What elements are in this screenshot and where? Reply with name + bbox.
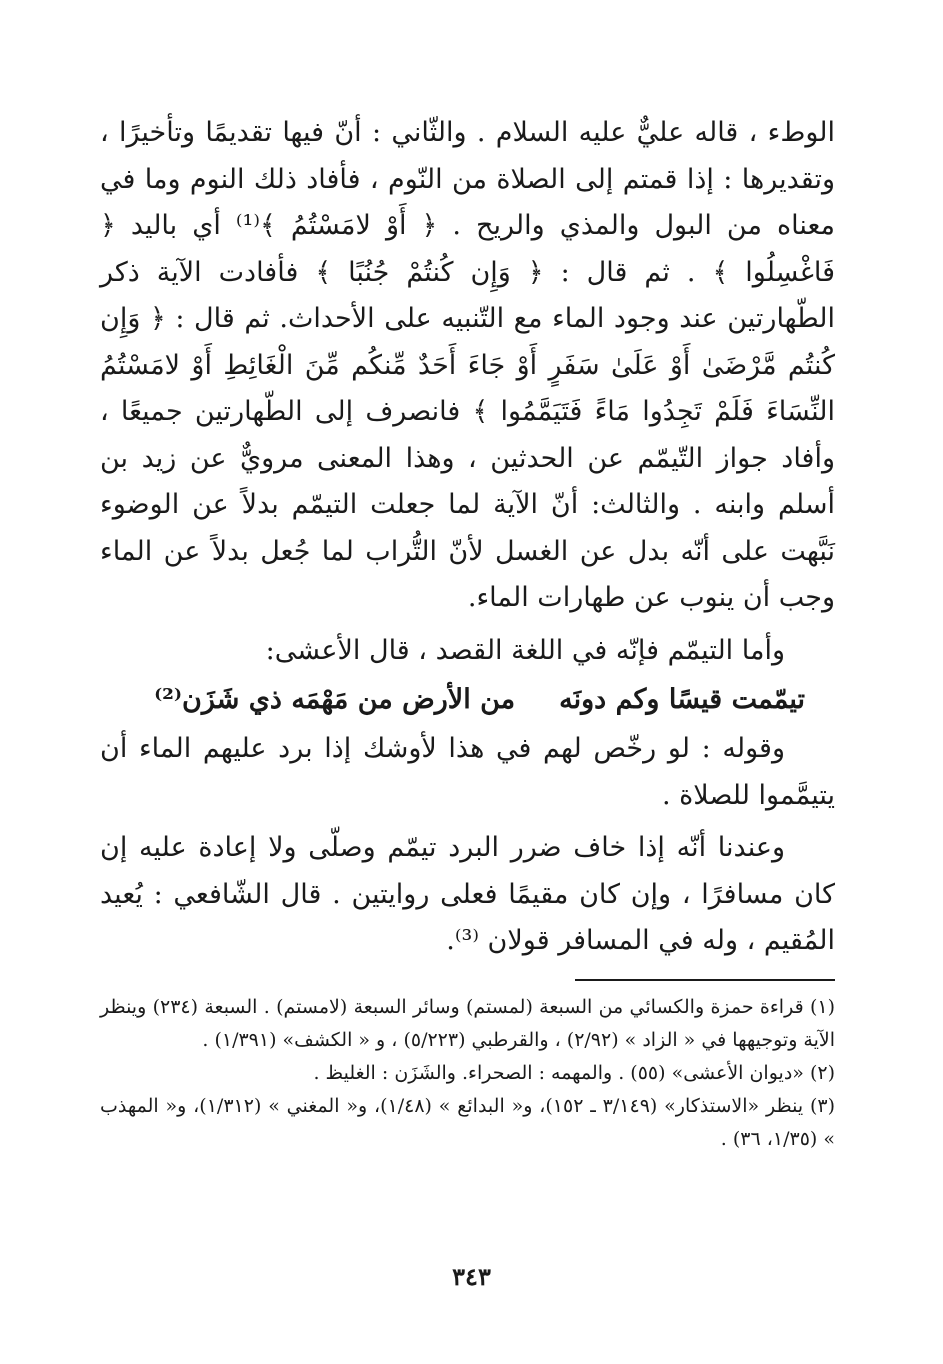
footnote-3: (٣) ينظر «الاستذكار» (٣/١٤٩ ـ ١٥٢)، و« البدائع » (١/٤٨)، و« المغني » (١/٣١٢)، و« المهذب » (١/٣٥، ٣٦) . — [100, 1094, 836, 1150]
paragraph-1: الوطء ، قاله عليٌّ عليه السلام . والثّاني : أنّ فيها تقديمًا وتأخيرًا ، وتقديرها : إذا قمتم إلى الصلاة من النّوم ، فأفاد ذلك النوم وما في معناه من البول والمذي والريح . ﴿ أَوْ لامَسْتُمُ ﴾⁽¹⁾ أي باليد ﴿ فَاغْسِلُوا ﴾ . ثم قال : ﴿ وَإِن كُنتُمْ جُنُبًا ﴾ فأفادت الآية ذكر الطّهارتين عند وجود الماء مع التّنبيه على الأحداث. ثم قال : ﴿ وَإِن كُنتُم مَّرْضَىٰ أَوْ عَلَىٰ سَفَرٍ أَوْ جَاءَ أَحَدٌ مِّنكُم مِّنَ الْغَائِطِ أَوْ لامَسْتُمُ النِّسَاءَ فَلَمْ تَجِدُوا مَاءً فَتَيَمَّمُوا ﴾ فانصرف إلى الطّهارتين جميعًا ، وأفاد جواز التّيمّم عن الحدثين ، وهذا المعنى مرويٌّ عن زيد بن أسلم وابنه . والثالث: أنّ الآية لما جعلت التيمّم بدلاً عن الوضوء نَبَّهت على أنّه بدل عن الغسل لأنّ التُّراب لما جُعل بدلاً عن الماء وجب أن ينوب عن طهارات الماء. — [100, 117, 835, 613]
main-text — [100, 110, 835, 965]
verse-first-hemistich: تيمّمت قيسًا وكم دونَه — [559, 684, 805, 715]
footnote-1: (١) قراءة حمزة والكسائي من السبعة (لمستم) وسائر السبعة (لامستم) . السبعة (٢٣٤) وينظر الآية وتوجيهها في « الزاد » (٢/٩٢) ، والقرطبي (٥/٢٢٣) ، و « الكشف» (١/٣٩١) . — [100, 995, 836, 1051]
paragraph-4: وعندنا أنّه إذا خاف ضرر البرد تيمّم وصلّى ولا إعادة عليه إن كان مسافرًا ، وإن كان مقيمًا فعلى روايتين . قال الشّافعي : يُعيد المُقيم ، وله في المسافر قولان ⁽³⁾. — [100, 832, 835, 956]
poetry-verse — [100, 674, 835, 726]
footnote-divider — [575, 979, 835, 981]
paragraph-2: وأما التيمّم فإنّه في اللغة القصد ، قال الأعشى: — [265, 634, 785, 666]
footnote-2: (٢) «ديوان الأعشى» (٥٥) . والمهمه : الصحراء. والشَزَن : الغليظ . — [313, 1061, 835, 1084]
footnotes — [100, 991, 835, 1156]
paragraph-3: وقوله : لو رخّص لهم في هذا لأوشك إذا برد عليهم الماء أن يتيمَّموا للصلاة . — [100, 733, 835, 811]
page-number: ٣٤٣ — [452, 1262, 491, 1291]
book-page — [100, 110, 835, 1156]
verse-second-hemistich: من الأرض من مَهْمَه ذي شَزَن⁽²⁾ — [154, 684, 516, 715]
